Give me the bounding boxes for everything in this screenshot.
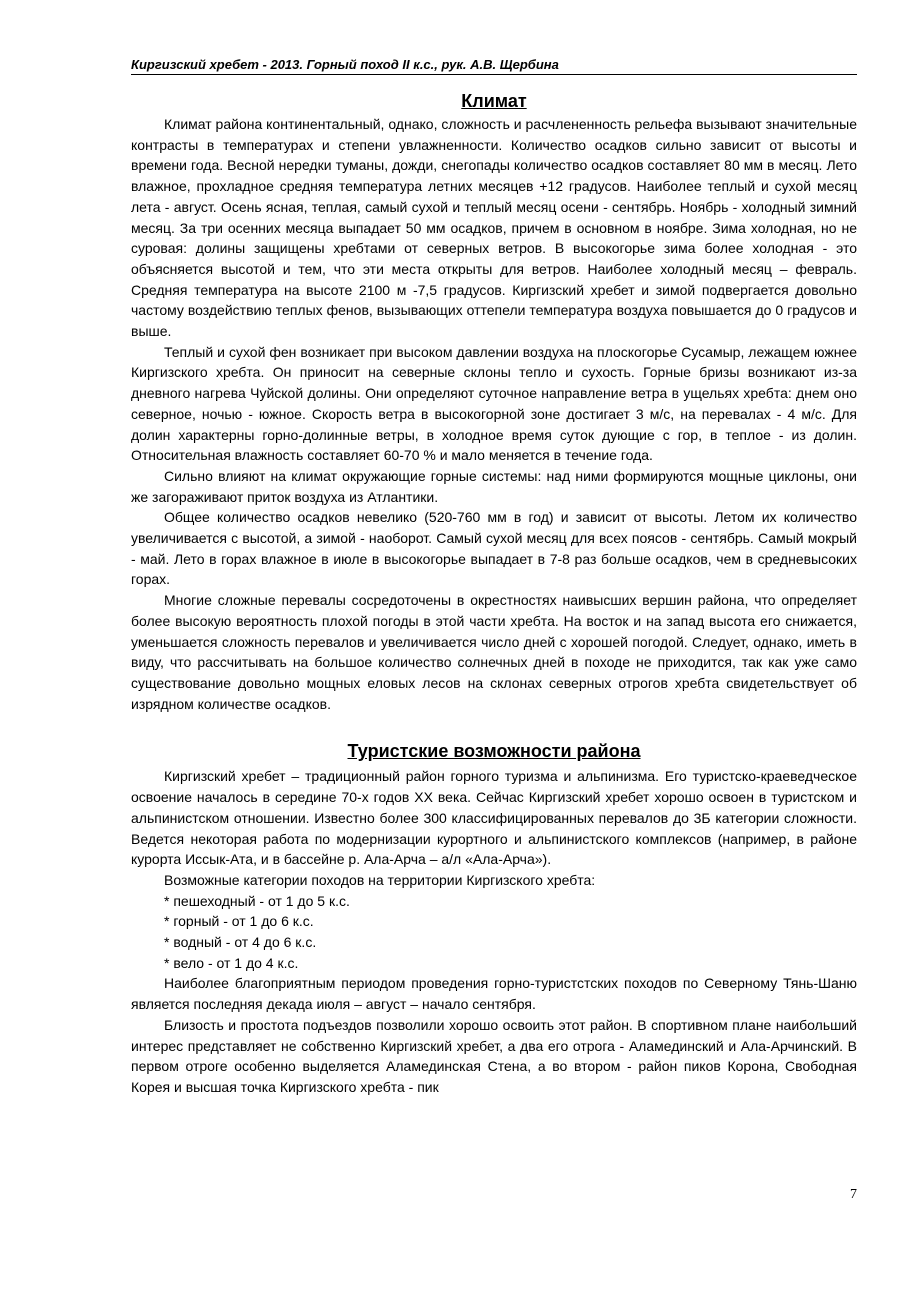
access-paragraph: Близость и простота подъездов позволили хорошо освоить этот район. В спортивном плане наибольший интерес представляет не собственно Киргизский хребет, а два его отрога - Аламединский и Ала-Арчинский. В первом отроге особенно выделяется Аламединская Стена, а во втором - район пиков Корона, Свободная Корея и высшая точка Киргизского хребта - пик [131,1016,857,1095]
climate-heading: Климат [461,91,527,111]
trip-categories-heading: Возможные категории походов на территории Киргизского хребта: [164,871,596,888]
page-number: 7 [850,1187,857,1202]
climate-paragraph-5: Многие сложные перевалы сосредоточены в окрестностях наивысших вершин района, что определяет более высокую вероятность плохой погоды в этой части хребта. На восток и на запад высота его снижается, уменьшается сложность перевалов и увеличивается число дней с хорошей погодой. Следует, однако, иметь в виду, что рассчитывать на большое количество солнечных дней в походе не приходится, так как уже само существование довольно мощных еловых лесов на склонах северных отрогов хребта свидетельствует об изрядном количестве осадков. [131,592,857,712]
climate-paragraph-2: Теплый и сухой фен возникает при высоком давлении воздуха на плоскогорье Сусамыр, лежащем южнее Киргизского хребта. Он приносит на северные склоны тепло и сухость. Горные бризы возникают из-за дневного нагрева Чуйской долины. Они определяют суточное направление ветра в ущельях хребта: днем оно северное, ночью - южное. Скорость ветра в высокогорной зоне достигает 3 м/с, на перевалах - 4 м/с. Для долин характерны горно-долинные ветры, в холодное время суток дующие с гор, в теплое - из долин. Относительная влажность составляет 60-70 % и мало меняется в течение года. [131,343,857,464]
list-item: * горный - от 1 до 6 к.с. [164,913,314,930]
running-header: Киргизский хребет - 2013. Горный поход II к.с., рук. А.В. Щербина [131,57,559,72]
document-page [131,0,857,1300]
page-content [131,88,857,1098]
tourism-heading: Туристские возможности района [347,741,641,762]
climate-paragraph-3: Сильно влияют на климат окружающие горные системы: над ними формируются мощные циклоны, они же загораживают приток воздуха из Атлантики. [131,467,857,505]
climate-paragraph-1: Климат района континентальный, однако, сложность и расчлененность рельефа вызывают значительные контрасты в температурах и степени увлажненности. Количество осадков сильно зависит от высоты и времени года. Весной нередки туманы, дожди, снегопады количество осадков составляет 80 мм в месяц. Лето влажное, прохладное средняя температура летних месяцев +12 градусов. Наиболее теплый и сухой месяц лета - август. Осень ясная, теплая, самый сухой и теплый месяц осени - сентябрь. Ноябрь - холодный зимний месяц. За три осенних месяца выпадает 50 мм осадков, причем в основном в ноябре. Зима холодная, но не суровая: долины защищены хребтами от северных ветров. В высокогорье зима более холодная - это объясняется высотой и тем, что эти места открыты для ветров. Наиболее холодный месяц – февраль. Средняя температура на высоте 2100 м -7,5 градусов. Киргизский хребет и зимой подвергается довольно частому воздействию теплых фенов, вызывающих оттепели температура воздуха повышается до 0 градусов и выше. [131,116,857,340]
trip-categories-list [131,891,857,974]
list-item: * водный - от 4 до 6 к.с. [164,934,317,951]
header-rule [131,74,857,75]
list-item: * пешеходный - от 1 до 5 к.с. [164,892,350,909]
season-paragraph: Наиболее благоприятным периодом проведения горно-туристстских походов по Северному Тянь-Шаню является последняя декада июля – август – начало сентября. [131,975,857,1013]
tourism-intro-paragraph: Киргизский хребет – традиционный район горного туризма и альпинизма. Его туристско-краеведческое освоение началось в середине 70-х годов ХХ века. Сейчас Киргизский хребет хорошо освоен в туристском и альпинистском отношении. Известно более 300 классифицированных перевалов до 3Б категории сложности. Ведется некоторая работа по модернизации курортного и альпинистского комплексов (например, в районе курорта Иссык-Ата, и в бассейне р. Ала-Арча – а/л «Ала-Арча»). [131,768,857,868]
climate-paragraph-4: Общее количество осадков невелико (520-760 мм в год) и зависит от высоты. Летом их количество увеличивается с высотой, а зимой - наоборот. Самый сухой месяц для всех поясов - сентябрь. Самый мокрый - май. Лето в горах влажное в июле в высокогорье выпадает в 7-8 раз больше осадков, чем в средневысоких горах. [131,509,857,588]
list-item: * вело - от 1 до 4 к.с. [164,954,299,971]
